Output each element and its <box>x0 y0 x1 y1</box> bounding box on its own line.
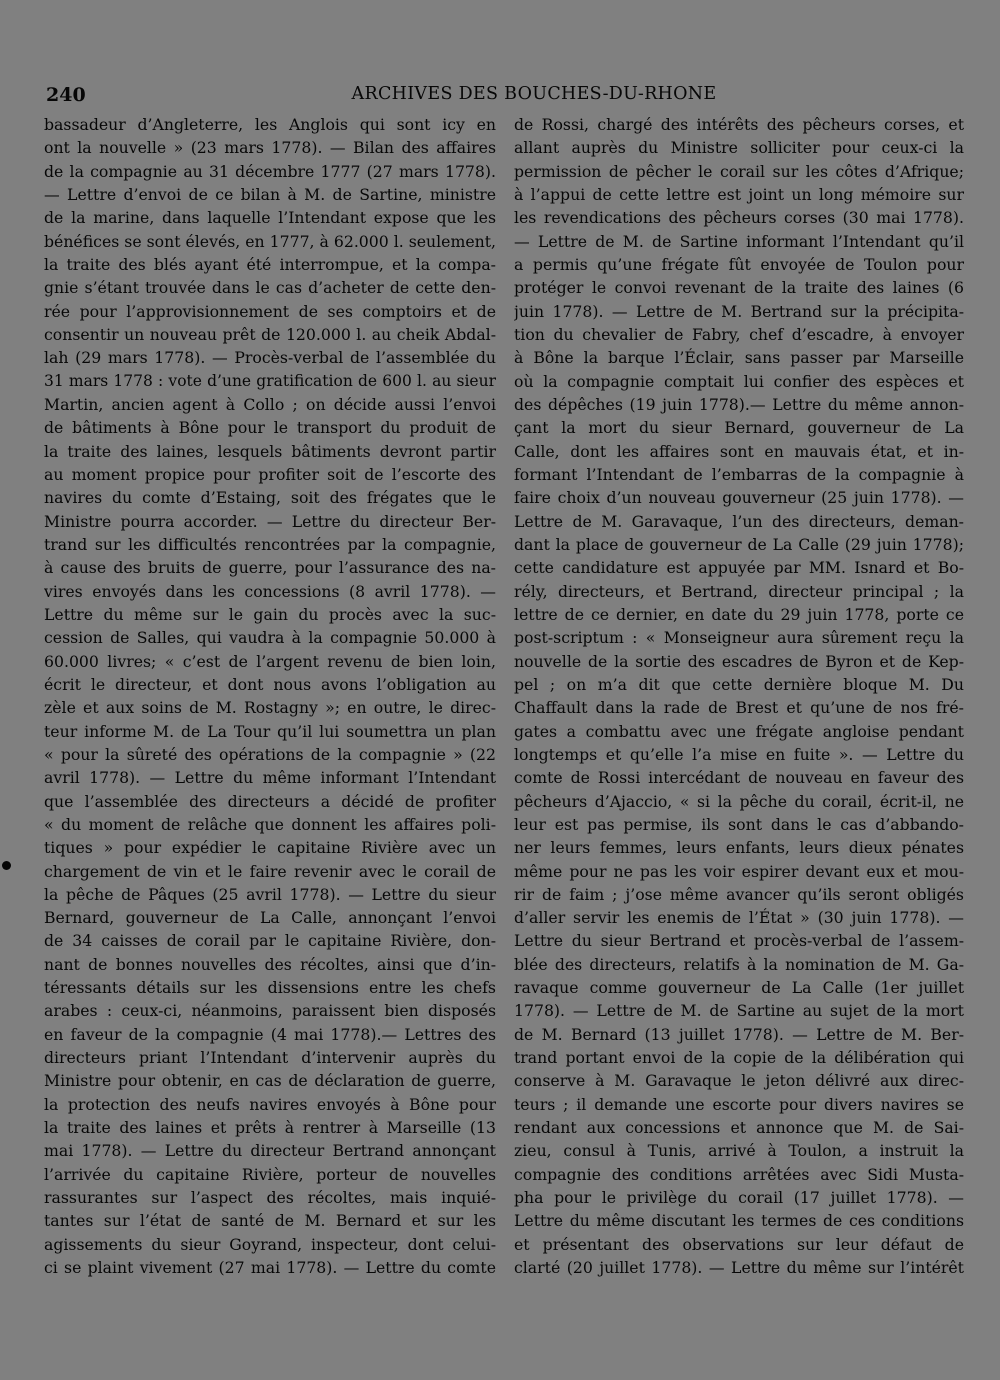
right-column-line: où la compagnie comptait lui confier des espèces et <box>514 371 964 391</box>
left-column-line: Lettre du même sur le gain du procès avec la suc- <box>44 604 496 624</box>
right-column-line: Lettre du même discutant les termes de ces conditions <box>514 1211 964 1231</box>
right-column-line: tion du chevalier de Fabry, chef d’escadre, à envoyer <box>514 324 964 344</box>
right-column-line: a permis qu’une frégate fût envoyée de Toulon pour <box>514 254 964 274</box>
right-column-line: pel ; on m’a dit que cette dernière bloque M. Du <box>514 674 964 694</box>
left-column-line: rée pour l’approvisionnement de ses comptoirs et de <box>44 301 496 321</box>
right-column-line: rély, directeurs, et Bertrand, directeur principal ; la <box>514 581 964 601</box>
right-column-line: Lettre de M. Garavaque, l’un des directeurs, deman- <box>514 511 964 531</box>
right-column-line: lettre de ce dernier, en date du 29 juin 1778, porte ce <box>514 604 964 624</box>
right-column-line: comte de Rossi intercédant de nouveau en faveur des <box>514 768 964 788</box>
right-column-line: rendant aux concessions et annonce que M. de Sai- <box>514 1118 964 1138</box>
left-column-line: arabes : ceux-ci, néanmoins, paraissent bien disposés <box>44 1001 496 1021</box>
left-column-line: consentir un nouveau prêt de 120.000 l. au cheik Abdal- <box>44 324 496 344</box>
left-column-line: teur informe M. de La Tour qu’il lui soumettra un plan <box>44 721 496 741</box>
left-column-line: Martin, ancien agent à Collo ; on décide aussi l’envoi <box>44 394 496 414</box>
left-column-line: cession de Salles, qui vaudra à la compagnie 50.000 à <box>44 628 496 648</box>
left-column-line: nant de bonnes nouvelles des récoltes, ainsi que d’in- <box>44 954 496 974</box>
right-column-line: Calle, dont les affaires sont en mauvais état, et in- <box>514 441 964 461</box>
left-column-line: Ministre pour obtenir, en cas de déclaration de guerre, <box>44 1071 496 1091</box>
right-column-line: teurs ; il demande une escorte pour divers navires se <box>514 1094 964 1114</box>
right-column-line: Lettre du sieur Bertrand et procès-verbal de l’assem- <box>514 931 964 951</box>
left-column-line: mai 1778). — Lettre du directeur Bertrand annonçant <box>44 1141 496 1161</box>
right-column-line: — Lettre de M. de Sartine informant l’Intendant qu’il <box>514 231 964 251</box>
left-text-column <box>44 113 496 1279</box>
left-column-line: écrit le directeur, et dont nous avons l’obligation au <box>44 674 496 694</box>
left-column-line: vires envoyés dans les concessions (8 avril 1778). — <box>44 581 496 601</box>
right-column-line: juin 1778). — Lettre de M. Bertrand sur la précipita- <box>514 301 964 321</box>
left-column-line: trand sur les difficultés rencontrées par la compagnie, <box>44 534 496 554</box>
left-column-line: Ministre pourra accorder. — Lettre du directeur Ber- <box>44 511 496 531</box>
left-column-line: agissements du sieur Goyrand, inspecteur, dont celui- <box>44 1234 496 1254</box>
left-column-line: Bernard, gouverneur de La Calle, annonçant l’envoi <box>44 908 496 928</box>
page-header <box>46 84 962 110</box>
left-column-line: navires du comte d’Estaing, soit des frégates que le <box>44 488 496 508</box>
right-column-line: permission de pêcher le corail sur les côtes d’Afrique; <box>514 161 964 181</box>
left-column-line: la traite des laines et prêts à rentrer à Marseille (13 <box>44 1118 496 1138</box>
left-column-line: de la marine, dans laquelle l’Intendant expose que les <box>44 208 496 228</box>
left-column-line: à cause des bruits de guerre, pour l’assurance des na- <box>44 558 496 578</box>
left-column-line: téressants détails sur les dissensions entre les chefs <box>44 978 496 998</box>
left-column-line: de la compagnie au 31 décembre 1777 (27 mars 1778). <box>44 161 496 181</box>
right-column-line: dant la place de gouverneur de La Calle (29 juin 1778); <box>514 534 964 554</box>
right-column-line: ner leurs femmes, leurs enfants, leurs dieux pénates <box>514 838 964 858</box>
right-column-line: blée des directeurs, relatifs à la nomination de M. Ga- <box>514 954 964 974</box>
right-column-line: formant l’Intendant de l’embarras de la compagnie à <box>514 464 964 484</box>
left-column-line: « pour la sûreté des opérations de la compagnie » (22 <box>44 744 496 764</box>
left-column-line: « du moment de relâche que donnent les affaires poli- <box>44 814 496 834</box>
right-column-line: zieu, consul à Tunis, arrivé à Toulon, a instruit la <box>514 1141 964 1161</box>
right-column-line: ravaque comme gouverneur de La Calle (1er juillet <box>514 978 964 998</box>
left-column-line: bénéfices se sont élevés, en 1777, à 62.000 l. seulement, <box>44 231 496 251</box>
page-number: 240 <box>46 84 86 106</box>
right-column-line: clarté (20 juillet 1778). — Lettre du même sur l’intérêt <box>514 1258 964 1278</box>
left-column-line: ci se plaint vivement (27 mai 1778). — Lettre du comte <box>44 1258 496 1278</box>
right-column-line: même pour ne pas les voir espirer devant eux et mou- <box>514 861 964 881</box>
left-column-line: rassurantes sur l’aspect des récoltes, mais inquié- <box>44 1188 496 1208</box>
left-column-line: que l’assemblée des directeurs a décidé de profiter <box>44 791 496 811</box>
left-column-line: de bâtiments à Bône pour le transport du produit de <box>44 418 496 438</box>
right-column-line: de Rossi, chargé des intérêts des pêcheurs corses, et <box>514 115 964 134</box>
right-column-line: nouvelle de la sortie des escadres de Byron et de Kep- <box>514 651 964 671</box>
right-column-line: des dépêches (19 juin 1778).— Lettre du même annon- <box>514 394 964 414</box>
left-column-line: chargement de vin et le faire revenir avec le corail de <box>44 861 496 881</box>
left-column-line: — Lettre d’envoi de ce bilan à M. de Sartine, ministre <box>44 184 496 204</box>
right-column-line: conserve à M. Garavaque le jeton délivré aux direc- <box>514 1071 964 1091</box>
left-column-line: l’arrivée du capitaine Rivière, porteur de nouvelles <box>44 1164 496 1184</box>
left-column-line: 60.000 livres; « c’est de l’argent revenu de bien loin, <box>44 651 496 671</box>
right-column-line: compagnie des conditions arrêtées avec Sidi Musta- <box>514 1164 964 1184</box>
left-column-line: la pêche de Pâques (25 avril 1778). — Lettre du sieur <box>44 884 496 904</box>
right-column-line: çant la mort du sieur Bernard, gouverneur de La <box>514 418 964 438</box>
left-column-line: de 34 caisses de corail par le capitaine Rivière, don- <box>44 931 496 951</box>
right-column-line: trand portant envoi de la copie de la délibération qui <box>514 1048 964 1068</box>
left-column-line: la protection des neufs navires envoyés à Bône pour <box>44 1094 496 1114</box>
left-column-line: lah (29 mars 1778). — Procès-verbal de l’assemblée du <box>44 348 496 368</box>
right-column-line: post-scriptum : « Monseigneur aura sûrement reçu la <box>514 628 964 648</box>
right-text-column <box>514 113 964 1279</box>
right-column-line: les revendications des pêcheurs corses (30 mai 1778). <box>514 208 964 228</box>
right-column-line: pha pour le privilège du corail (17 juillet 1778). — <box>514 1188 964 1208</box>
left-column-line: ont la nouvelle » (23 mars 1778). — Bilan des affaires <box>44 138 496 158</box>
right-column-line: 1778). — Lettre de M. de Sartine au sujet de la mort <box>514 1001 964 1021</box>
left-column-line: avril 1778). — Lettre du même informant l’Intendant <box>44 768 496 788</box>
right-column-line: rir de faim ; j’ose même avancer qu’ils seront obligés <box>514 884 964 904</box>
left-column-line: 31 mars 1778 : vote d’une gratification de 600 l. au sieur <box>44 371 496 390</box>
left-column-line: tantes sur l’état de santé de M. Bernard et sur les <box>44 1211 496 1231</box>
left-column-line: tiques » pour expédier le capitaine Rivière avec un <box>44 838 496 858</box>
left-column-line: au moment propice pour profiter soit de l’escorte des <box>44 464 496 484</box>
right-column-line: allant auprès du Ministre solliciter pour ceux-ci la <box>514 138 964 158</box>
right-column-line: faire choix d’un nouveau gouverneur (25 juin 1778). — <box>514 488 964 508</box>
left-column-line: la traite des laines, lesquels bâtiments devront partir <box>44 441 496 461</box>
right-column-line: et présentant des observations sur leur défaut de <box>514 1234 964 1254</box>
right-column-line: d’aller servir les enemis de l’État » (30 juin 1778). — <box>514 908 964 928</box>
right-column-line: Chaffault dans la rade de Brest et qu’une de nos fré- <box>514 698 964 718</box>
left-column-line: la traite des blés ayant été interrompue, et la compa- <box>44 254 496 274</box>
right-column-line: pêcheurs d’Ajaccio, « si la pêche du corail, écrit-il, ne <box>514 791 964 811</box>
right-column-line: longtemps et qu’elle l’a mise en fuite ». — Lettre du <box>514 744 964 764</box>
left-column-line: directeurs priant l’Intendant d’intervenir auprès du <box>44 1048 496 1068</box>
right-column-line: protéger le convoi revenant de la traite des laines (6 <box>514 278 964 298</box>
margin-mark <box>2 861 11 870</box>
left-column-line: en faveur de la compagnie (4 mai 1778).— Lettres des <box>44 1024 496 1044</box>
left-column-line: bassadeur d’Angleterre, les Anglois qui sont icy en <box>44 115 496 134</box>
right-column-line: à l’appui de cette lettre est joint un long mémoire sur <box>514 184 964 204</box>
right-column-line: à Bône la barque l’Éclair, sans passer par Marseille <box>514 348 964 368</box>
right-column-line: cette candidature est appuyée par MM. Isnard et Bo- <box>514 558 964 578</box>
right-column-line: leur est pas permise, ils sont dans le cas d’abbando- <box>514 814 964 834</box>
left-column-line: zèle et aux soins de M. Rostagny »; en outre, le direc- <box>44 698 496 718</box>
right-column-line: de M. Bernard (13 juillet 1778). — Lettre de M. Ber- <box>514 1024 964 1044</box>
running-title: ARCHIVES DES BOUCHES-DU-RHONE <box>351 84 717 104</box>
right-column-line: gates a combattu avec une frégate angloise pendant <box>514 721 964 741</box>
left-column-line: gnie s’étant trouvée dans le cas d’acheter de cette den- <box>44 278 496 298</box>
